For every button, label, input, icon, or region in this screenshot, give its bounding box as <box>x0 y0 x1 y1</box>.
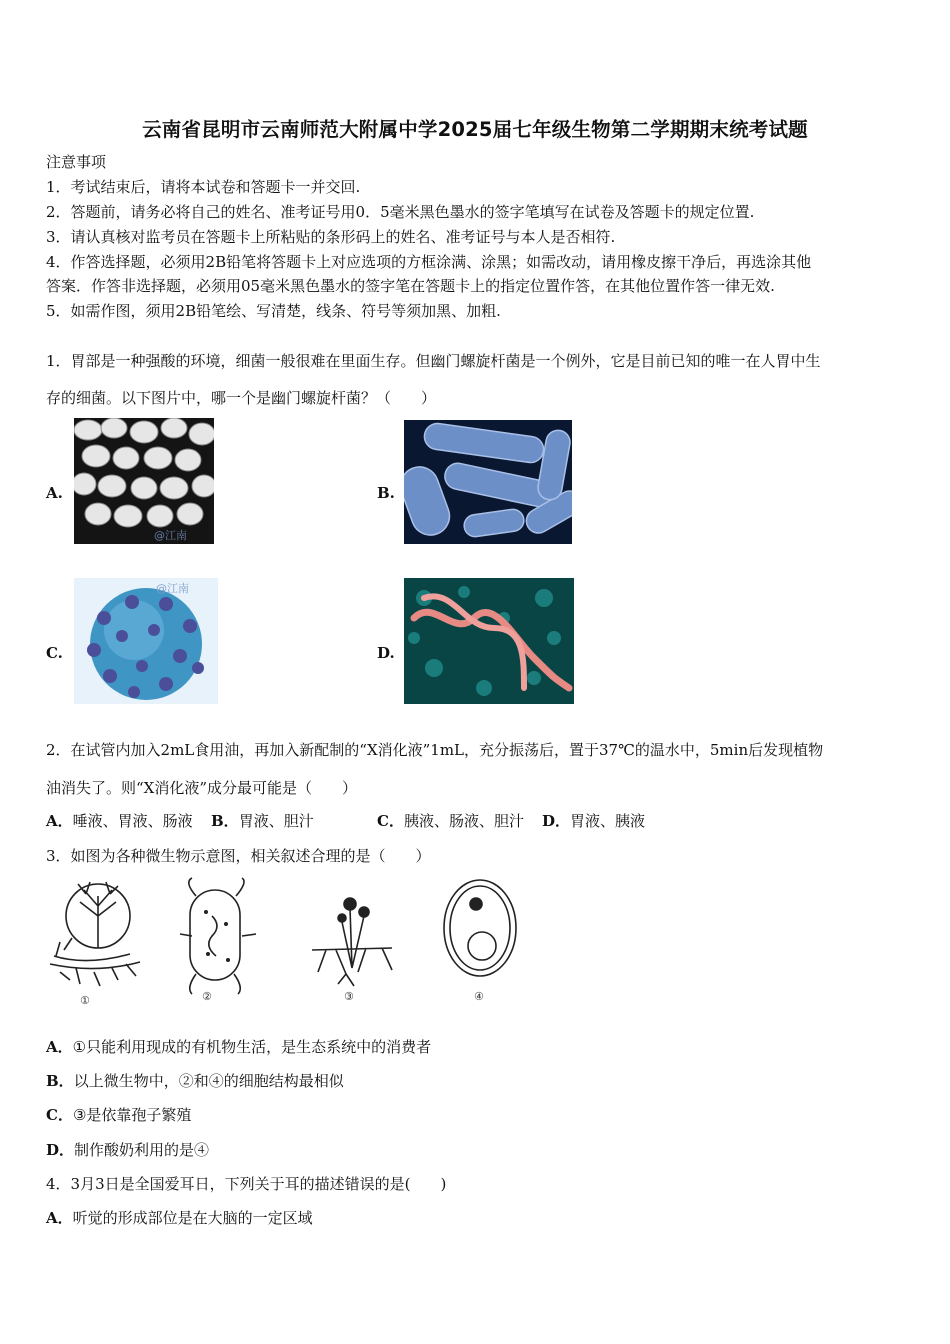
notice-item: 3．请认真核对监考员在答题卡上所粘贴的条形码上的姓名、准考证号与本人是否相符. <box>46 228 616 246</box>
q2-stem-line2: 油消失了。则“X消化液”成分最可能是（ ） <box>46 779 358 797</box>
q2-option-d: D．胃液、胰液 <box>542 812 646 830</box>
page-title: 云南省昆明市云南师范大附属中学2025届七年级生物第二学期期末统考试题 <box>142 118 808 141</box>
penicillium-drawing <box>50 882 140 1007</box>
q1-option-c-label: C. <box>46 644 63 662</box>
rhizopus-drawing <box>312 898 392 1003</box>
q4-option-a: A．听觉的形成部位是在大脑的一定区域 <box>46 1209 313 1227</box>
q4-stem: 4．3月3日是全国爱耳日，下列关于耳的描述错误的是( ) <box>46 1175 447 1193</box>
cocci-image <box>74 418 214 544</box>
q1-stem-line1: 1．胃部是一种强酸的环境，细菌一般很难在里面生存。但幽门螺旋杆菌是一个例外，它是目前已知的唯一在人胃中生 <box>46 352 821 370</box>
q3-stem: 3．如图为各种微生物示意图，相关叙述合理的是（ ） <box>46 847 431 865</box>
notice-item: 4．作答选择题，必须用2B铅笔将答题卡上对应选项的方框涂满、涂黑；如需改动，请用橡皮擦干净后，再选涂其他 <box>46 253 812 271</box>
q2-stem-line1: 2．在试管内加入2mL食用油，再加入新配制的“X消化液”1mL，充分振荡后，置于37℃的温水中，5min后发现植物 <box>46 741 824 759</box>
yeast-drawing <box>444 880 516 1003</box>
watermark: @江南 <box>156 582 189 595</box>
q3-option-b: B．以上微生物中，②和④的细胞结构最相似 <box>46 1072 344 1090</box>
notice-item: 5．如需作图，须用2B铅笔绘、写清楚，线条、符号等须加黑、加粗. <box>46 302 501 320</box>
bacterium-drawing <box>180 878 256 1003</box>
q1-option-d-label: D. <box>377 644 395 662</box>
microorganism-figure <box>46 876 526 1008</box>
figure-label: ② <box>202 990 212 1003</box>
watermark: @江南 <box>154 529 187 542</box>
rod-bacteria-image <box>404 420 572 544</box>
q2-option-a: A．唾液、胃液、肠液 <box>46 812 193 830</box>
notice-item: 1．考试结束后，请将本试卷和答题卡一并交回. <box>46 178 361 196</box>
figure-label: ③ <box>344 990 354 1003</box>
q1-option-a-label: A. <box>46 484 63 502</box>
q2-option-c: C．胰液、肠液、胆汁 <box>377 812 524 830</box>
q1-stem-line2: 存的细菌。以下图片中，哪一个是幽门螺旋杆菌？（ ） <box>46 389 437 407</box>
q3-option-c: C．③是依靠孢子繁殖 <box>46 1106 192 1124</box>
q3-option-a: A．①只能利用现成的有机物生活，是生态系统中的消费者 <box>46 1038 432 1056</box>
q3-option-d: D．制作酸奶利用的是④ <box>46 1141 210 1159</box>
notice-heading: 注意事项 <box>46 153 107 171</box>
helicobacter-image <box>404 578 574 704</box>
notice-item: 2．答题前，请务必将自己的姓名、准考证号用0．5毫米黑色墨水的签字笔填写在试卷及答题卡的规定位置. <box>46 203 755 221</box>
q2-option-b: B．胃液、胆汁 <box>211 812 314 830</box>
notice-item: 答案．作答非选择题，必须用05毫米黑色墨水的签字笔在答题卡上的指定位置作答，在其他位置作答一律无效. <box>46 277 775 295</box>
virus-image <box>74 578 218 704</box>
figure-label: ④ <box>474 990 484 1003</box>
q1-option-b-label: B. <box>377 484 395 502</box>
figure-label: ① <box>80 994 90 1007</box>
